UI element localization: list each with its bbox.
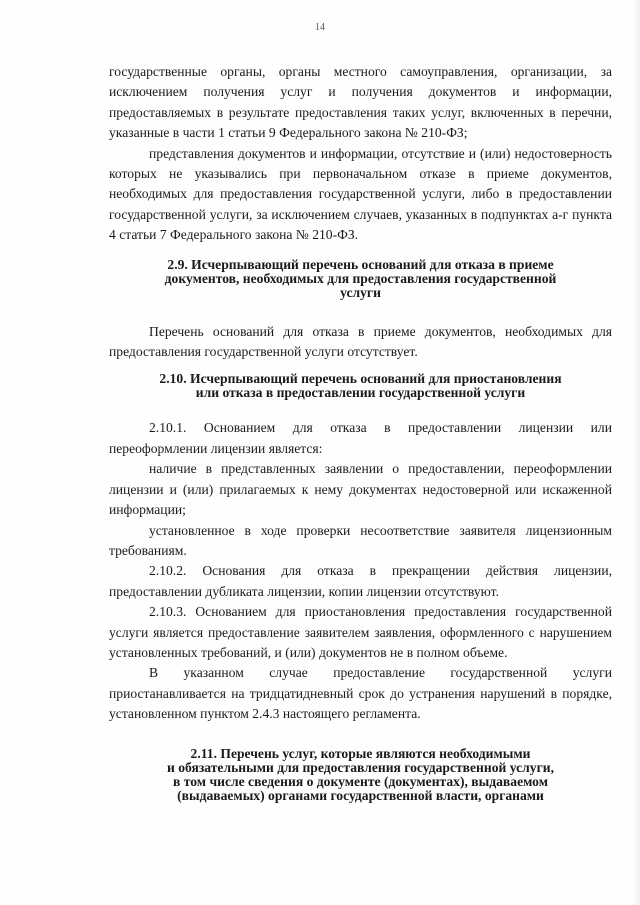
- paragraph-documents-information: представления документов и информации, отсутствие и (или) недостоверность которых не указывались при первоначальном отказе в приеме документов, необходимых для предоставления государственной услуги, либо в предоставлении государственной услуги, за исключением случаев, указанных в подпунктах а-г пункта 4 статьи 7 Федерального закона № 210-ФЗ.: [109, 145, 612, 243]
- heading-line: в том числе сведения о документе (документах), выдаваемом: [173, 773, 548, 789]
- heading-line: 2.10. Исчерпывающий перечень оснований для приостановления: [159, 371, 562, 387]
- paragraph-2-9-text: Перечень оснований для отказа в приеме документов, необходимых для предоставления государственной услуги отсутствует.: [109, 323, 612, 360]
- heading-line: услуги: [340, 284, 381, 300]
- heading-line: (выдаваемых) органами государственной власти, органами: [177, 787, 544, 803]
- heading-line: документов, необходимых для предоставления государственной: [164, 270, 557, 286]
- section-heading-2-9: [109, 258, 612, 300]
- section-heading-2-10: [109, 372, 612, 400]
- paragraph-2-10-1: 2.10.1. Основанием для отказа в предоставлении лицензии или переоформлении лицензии является:: [109, 420, 612, 456]
- paragraph-inaccurate-info: наличие в представленных заявлении о предоставлении, переоформлении лицензии и (или) прилагаемых к нему документах недостоверной или искаженной информации;: [109, 461, 612, 518]
- section-heading-2-11: [109, 747, 612, 803]
- heading-line: и обязательными для предоставления государственной услуги,: [167, 759, 554, 775]
- paragraph-continuation: государственные органы, органы местного самоуправления, организации, за исключением получения услуг и получения документов и информации, предоставляемых в результате предоставления таких услуг, включенных в перечни, указанные в части 1 статьи 9 Федерального закона № 210-ФЗ;: [109, 64, 612, 141]
- scan-edge-shadow: [632, 0, 640, 905]
- paragraph-2-10-3: 2.10.3. Основанием для приостановления предоставления государственной услуги является предоставление заявителем заявления, оформленного с нарушением установленных требований, и (или) документов не в полном объеме.: [109, 604, 612, 660]
- heading-line: 2.11. Перечень услуг, которые являются необходимыми: [190, 745, 531, 761]
- paragraph-nonconformity: установленное в ходе проверки несоответствие заявителя лицензионным требованиям.: [109, 522, 612, 558]
- document-body: [109, 62, 612, 803]
- paragraph-suspension: В указанном случае предоставление государственной услуги приостанавливается на тридцатидневный срок до устранения нарушений в порядке, установленном пунктом 2.4.3 настоящего регламента.: [109, 665, 612, 722]
- heading-line: или отказа в предоставлении государственной услуги: [195, 385, 526, 401]
- paragraph-2-10-2: 2.10.2. Основания для отказа в прекращении действия лицензии, предоставлении дубликата лицензии, копии лицензии отсутствуют.: [109, 563, 612, 599]
- heading-line: 2.9. Исчерпывающий перечень оснований для отказа в приеме: [167, 256, 554, 272]
- page-number: 14: [315, 22, 325, 33]
